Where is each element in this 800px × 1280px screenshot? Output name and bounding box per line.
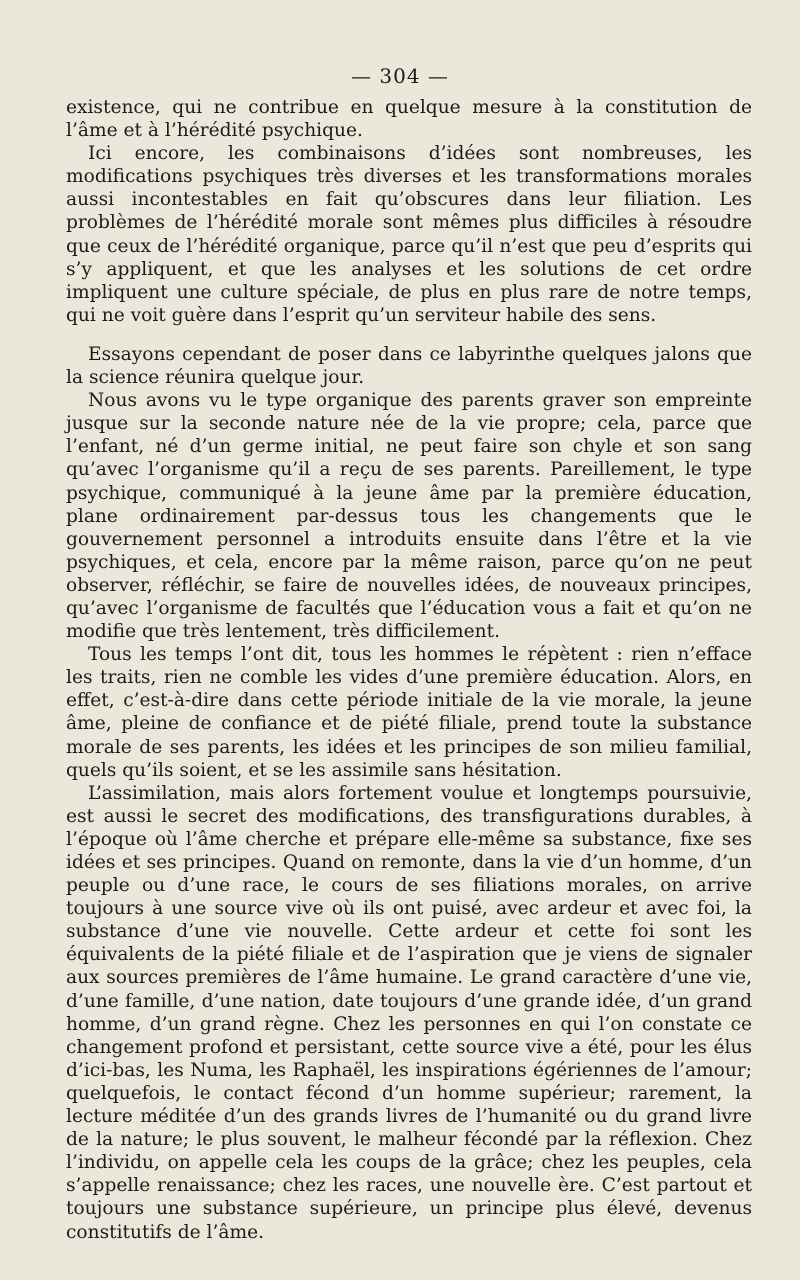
paragraph: Nous avons vu le type organique des parents graver son empreinte jusque sur la seconde nature née de la vie propre; cela, parce que l’enfant, né d’un germe initial, ne peut faire son chyle et son sang qu’avec l’organisme qu’il a reçu de ses parents. Pareillement, le type psychique, communiqué à la jeune âme par la première éducation, plane ordinairement par-dessus tous les changements que le gouvernement personnel a introduits ensuite dans l’être et la vie psychiques, et cela, encore par la même raison, parce qu’on ne peut observer, réfléchir, se faire de nouvelles idées, de nouveaux principes, qu’avec l’organisme de facultés que l’éducation vous a fait et qu’on ne modifie que très lentement, très difficilement. [66,390,752,643]
paragraph: L’assimilation, mais alors fortement voulue et longtemps poursuivie, est aussi le secret des modifications, des transfigurations durables, à l’époque où l’âme cherche et prépare elle-même sa substance, fixe ses idées et ses principes. Quand on remonte, dans la vie d’un homme, d’un peuple ou d’une race, le cours de ses filiations morales, on arrive toujours à une source vive où ils ont puisé, avec ardeur et avec foi, la substance d’une vie nouvelle. Cette ardeur et cette foi sont les équivalents de la piété filiale et de l’aspiration que je viens de signaler aux sources premières de l’âme humaine. Le grand caractère d’une vie, d’une famille, d’une nation, date toujours d’une grande idée, d’un grand homme, d’un grand règne. Chez les personnes en qui l’on constate ce changement profond et persistant, cette source vive a été, pour les élus d’ici-bas, les Numa, les Raphaël, les inspirations égériennes de l’amour; quelquefois, le contact fécond d’un homme supérieur; rarement, la lecture méditée d’un des grands livres de l’humanité ou du grand livre de la nature; le plus souvent, le malheur fécondé par la réflexion. Chez l’individu, on appelle cela les coups de la grâce; chez les peuples, cela s’appelle renaissance; chez les races, une nouvelle ère. C’est partout et toujours une substance supérieure, un principe plus élevé, devenus constitutifs de l’âme. [66,782,752,1243]
paragraph: Ici encore, les combinaisons d’idées sont nombreuses, les modifications psychiques très diverses et les transformations morales aussi incontestables en fait qu’obscures dans leur filiation. Les problèmes de l’hérédité morale sont mêmes plus difficiles à résoudre que ceux de l’hérédité organique, parce qu’il n’est que peu d’esprits qui s’y appliquent, et que les analyses et les solutions de cet ordre impliquent une culture spéciale, de plus en plus rare de notre temps, qui ne voit guère dans l’esprit qu’un serviteur habile des sens. [66,143,752,326]
paragraph: Essayons cependant de poser dans ce labyrinthe quelques jalons que la science réunira quelque jour. [66,343,752,389]
page-number: — 304 — [351,64,449,88]
paragraph: existence, qui ne contribue en quelque mesure à la constitution de l’âme et à l’hérédité psychique. [66,97,752,142]
body-text [66,96,752,1244]
paragraph: Tous les temps l’ont dit, tous les hommes le répètent : rien n’efface les traits, rien ne comble les vides d’une première éducation. Alors, en effet, c’est-à-dire dans cette période initiale de la vie morale, la jeune âme, pleine de confiance et de piété filiale, prend toute la substance morale de ses parents, les idées et les principes de son milieu familial, quels qu’ils soient, et se les assimile sans hésitation. [66,644,752,781]
